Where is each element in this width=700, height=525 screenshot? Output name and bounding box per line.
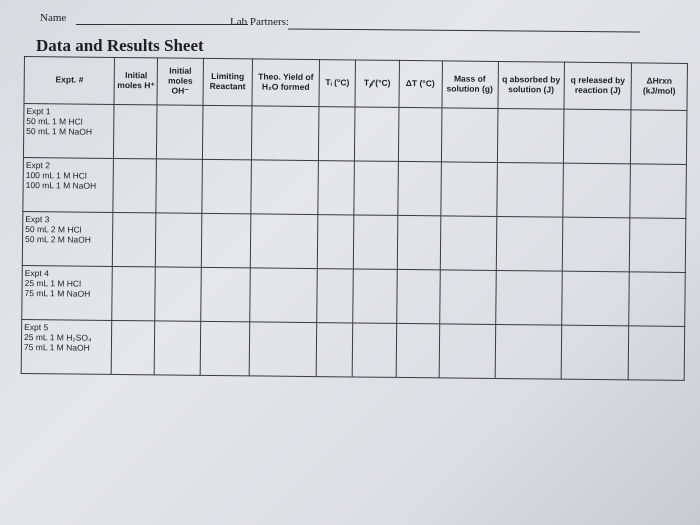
blank-entry-cell[interactable] xyxy=(497,108,564,163)
expt-description-cell xyxy=(21,319,112,374)
blank-entry-cell[interactable] xyxy=(629,218,686,273)
blank-entry-cell[interactable] xyxy=(353,323,397,377)
col-header-limiting-reactant: Limiting Reactant xyxy=(203,58,253,106)
col-header-ti: Tᵢ (°C) xyxy=(319,60,356,107)
blank-entry-cell[interactable] xyxy=(318,161,355,215)
expt-description-cell xyxy=(23,104,114,159)
expt-line2: 75 mL 1 M NaOH xyxy=(24,287,91,299)
blank-entry-cell[interactable] xyxy=(202,105,252,160)
blank-entry-cell[interactable] xyxy=(495,270,562,325)
table-row xyxy=(22,211,686,272)
col-header-delta-t: ΔT (°C) xyxy=(398,60,442,107)
blank-entry-cell[interactable] xyxy=(439,270,496,325)
blank-entry-cell[interactable] xyxy=(251,160,318,215)
lab-partners-label: Lab Partners: xyxy=(230,16,289,28)
blank-entry-cell[interactable] xyxy=(630,110,687,165)
blank-entry-cell[interactable] xyxy=(397,215,441,269)
blank-entry-cell[interactable] xyxy=(114,104,158,158)
expt-expt: Expt 5 xyxy=(24,322,49,333)
blank-entry-cell[interactable] xyxy=(496,216,563,271)
blank-entry-cell[interactable] xyxy=(397,161,441,215)
table-header-row xyxy=(24,57,687,111)
blank-entry-cell[interactable] xyxy=(200,321,250,376)
col-header-initial-moles-h: Initial moles H⁺ xyxy=(114,57,158,104)
blank-entry-cell[interactable] xyxy=(562,271,629,326)
blank-entry-cell[interactable] xyxy=(440,162,497,217)
blank-entry-cell[interactable] xyxy=(563,163,630,218)
blank-entry-cell[interactable] xyxy=(398,107,442,161)
blank-entry-cell[interactable] xyxy=(156,213,202,267)
results-table xyxy=(21,56,688,381)
blank-entry-cell[interactable] xyxy=(112,320,156,374)
expt-line2: 100 mL 1 M NaOH xyxy=(25,179,97,191)
expt-expt: Expt 2 xyxy=(25,160,51,171)
col-header-expt: Expt. # xyxy=(24,57,115,105)
blank-entry-cell[interactable] xyxy=(629,272,686,327)
blank-entry-cell[interactable] xyxy=(496,162,563,217)
blank-entry-cell[interactable] xyxy=(156,159,202,213)
table-row xyxy=(21,319,685,380)
results-table-wrap xyxy=(21,56,700,369)
table-row xyxy=(23,157,687,218)
blank-entry-cell[interactable] xyxy=(112,266,156,320)
expt-expt: Expt 3 xyxy=(25,214,50,225)
blank-entry-cell[interactable] xyxy=(396,323,440,377)
blank-entry-cell[interactable] xyxy=(495,324,562,379)
blank-entry-cell[interactable] xyxy=(113,212,157,266)
name-blank-line[interactable] xyxy=(76,24,248,25)
col-header-theo-yield: Theo. Yield of H₂O formed xyxy=(252,59,319,107)
expt-line2: 50 mL 2 M NaOH xyxy=(25,233,91,245)
expt-line1: 25 mL 1 M HCl xyxy=(24,277,82,289)
blank-entry-cell[interactable] xyxy=(441,108,498,163)
col-header-tf: T𝒻 (°C) xyxy=(355,60,399,107)
blank-entry-cell[interactable] xyxy=(563,217,630,272)
blank-entry-cell[interactable] xyxy=(155,321,201,375)
blank-entry-cell[interactable] xyxy=(155,267,201,321)
expt-line2: 75 mL 1 M NaOH xyxy=(23,341,90,353)
blank-entry-cell[interactable] xyxy=(630,164,687,219)
blank-entry-cell[interactable] xyxy=(564,109,631,164)
expt-expt: Expt 4 xyxy=(24,268,49,279)
blank-entry-cell[interactable] xyxy=(440,216,497,271)
page-title: Data and Results Sheet xyxy=(36,36,204,55)
blank-entry-cell[interactable] xyxy=(250,268,317,323)
expt-line1: 25 mL 1 M H₂SO₄ xyxy=(24,331,92,343)
blank-entry-cell[interactable] xyxy=(396,269,440,323)
blank-entry-cell[interactable] xyxy=(354,161,398,215)
expt-line1: 100 mL 1 M HCl xyxy=(25,169,87,181)
table-row xyxy=(23,104,687,165)
blank-entry-cell[interactable] xyxy=(157,105,203,159)
expt-line1: 50 mL 2 M HCl xyxy=(25,223,82,235)
table-row xyxy=(22,265,686,326)
col-header-delta-h: ΔHrxn (kJ/mol) xyxy=(631,63,688,111)
blank-entry-cell[interactable] xyxy=(250,214,317,269)
col-header-mass-solution: Mass of solution (g) xyxy=(442,61,498,109)
name-label: Name xyxy=(40,12,67,24)
blank-entry-cell[interactable] xyxy=(202,159,252,214)
col-header-q-absorbed: q absorbed by solution (J) xyxy=(497,61,564,109)
expt-description-cell xyxy=(22,211,113,266)
col-header-initial-moles-oh: Initial moles OH⁻ xyxy=(157,58,203,105)
expt-expt: Expt 1 xyxy=(26,106,51,117)
blank-entry-cell[interactable] xyxy=(113,158,157,212)
blank-entry-cell[interactable] xyxy=(200,267,250,322)
lab-partners-blank-line[interactable] xyxy=(288,28,640,32)
blank-entry-cell[interactable] xyxy=(439,324,496,379)
expt-line1: 50 mL 1 M HCl xyxy=(26,115,83,127)
blank-entry-cell[interactable] xyxy=(249,322,316,377)
blank-entry-cell[interactable] xyxy=(318,107,355,161)
expt-description-cell xyxy=(22,265,113,320)
blank-entry-cell[interactable] xyxy=(316,323,353,377)
col-header-q-released: q released by reaction (J) xyxy=(564,62,631,110)
blank-entry-cell[interactable] xyxy=(201,213,251,268)
header-row xyxy=(40,12,640,32)
blank-entry-cell[interactable] xyxy=(317,215,354,269)
blank-entry-cell[interactable] xyxy=(353,269,397,323)
expt-line2: 50 mL 1 M NaOH xyxy=(26,125,93,137)
expt-description-cell xyxy=(23,157,114,212)
blank-entry-cell[interactable] xyxy=(561,325,628,380)
blank-entry-cell[interactable] xyxy=(628,326,685,381)
blank-entry-cell[interactable] xyxy=(317,269,354,323)
blank-entry-cell[interactable] xyxy=(354,215,398,269)
blank-entry-cell[interactable] xyxy=(252,106,319,161)
blank-entry-cell[interactable] xyxy=(355,107,399,161)
